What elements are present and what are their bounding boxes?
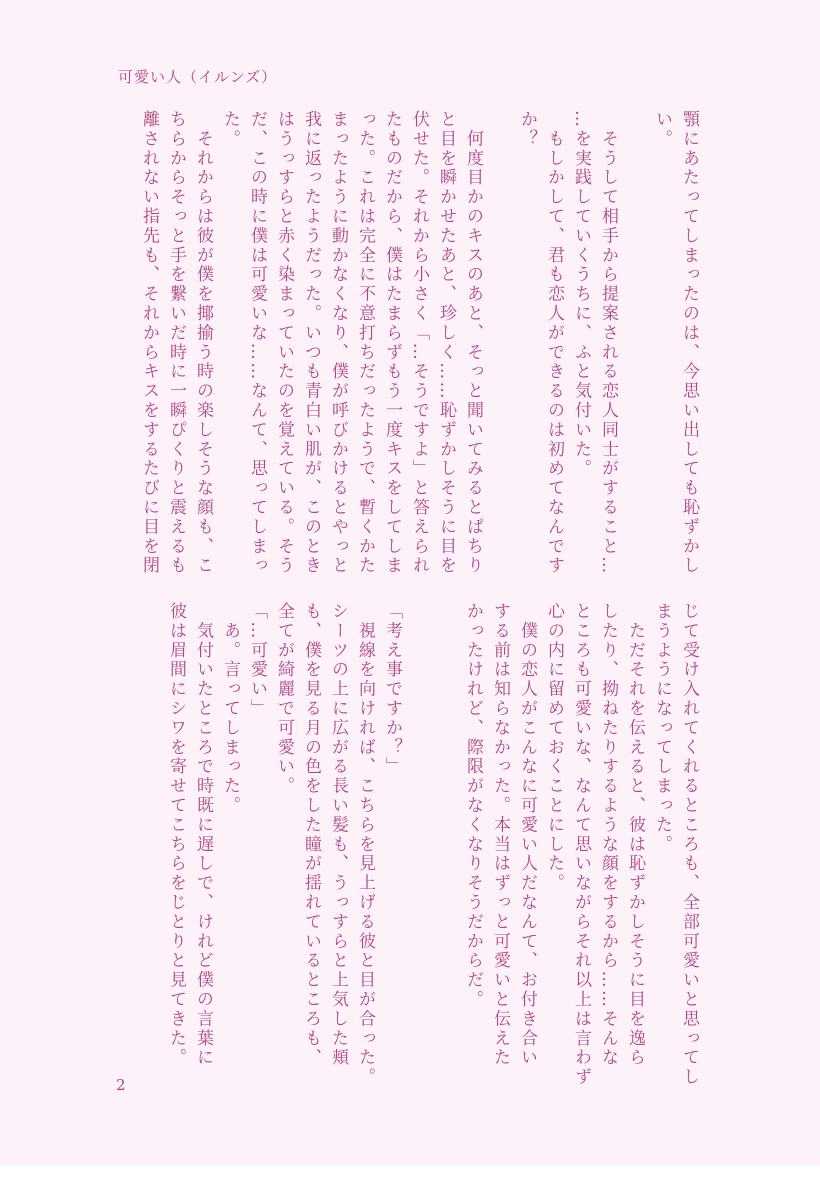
text-line: それからは彼が僕を揶揄う時の楽しそうな顔も、こ bbox=[193, 110, 213, 576]
text-line: したり、拗ねたりするような顔をするから……そんな bbox=[598, 602, 618, 1068]
text-line: かったけれど、際限がなくなりそうだからだ。 bbox=[463, 602, 483, 1010]
text-line: 我に返ったようだった。いつも青白い肌が、このとき bbox=[301, 110, 321, 576]
text-line: った。これは完全に不意打ちだったようで、暫くかた bbox=[355, 110, 375, 576]
text-line: 「…可愛い」 bbox=[247, 602, 267, 719]
text-line: まうようになってしまった。 bbox=[652, 602, 672, 855]
text-line: か？ bbox=[517, 110, 537, 149]
text-line: まったように動かなくなり、僕が呼びかけるとやっと bbox=[328, 110, 348, 576]
text-line bbox=[432, 602, 459, 1072]
text-line: する前は知らなかった。本当はずっと可愛いと伝えた bbox=[490, 602, 510, 1068]
text-line: 何度目かのキスのあと、そっと聞いてみるとぱちり bbox=[463, 110, 483, 576]
text-line: 視線を向ければ、こちらを見上げる彼と目が合った。 bbox=[355, 602, 375, 1087]
text-line: だ、この時に僕は可愛いな……なんて、思ってしまっ bbox=[247, 110, 267, 576]
text-line: じて受け入れてくれるところも、全部可愛いと思ってし bbox=[679, 602, 699, 1087]
text-line: あ。言ってしまった。 bbox=[220, 602, 240, 816]
text-line: た。 bbox=[220, 110, 240, 149]
text-line: 伏せた。それから小さく「…そうですよ」と答えられ bbox=[409, 110, 429, 576]
text-line: もしかして、君も恋人ができるのは初めてなんです bbox=[544, 110, 564, 576]
text-line: はうっすらと赤く染まっていたのを覚えている。そう bbox=[274, 110, 294, 576]
text-line: 顎にあたってしまったのは、今思い出しても恥ずかし bbox=[679, 110, 699, 576]
text-line: も、僕を見る月の色をした瞳が揺れているところも、 bbox=[301, 602, 321, 1068]
text-line: と目を瞬かせたあと、珍しく……恥ずかしそうに目を bbox=[436, 110, 456, 576]
page-header-title: 可愛い人（イルンズ） bbox=[118, 68, 278, 86]
text-line: 「考え事ですか？」 bbox=[382, 602, 402, 777]
text-line: ちらからそっと手を繋いだ時に一瞬ぴくりと震えるも bbox=[166, 110, 186, 576]
page-number: 2 bbox=[116, 1076, 126, 1094]
text-line: 離されない指先も、それからキスをするたびに目を閉 bbox=[139, 110, 159, 576]
text-line: ところも可愛いな、なんて思いながらそれ以上は言わず bbox=[571, 602, 591, 1087]
text-line: ただそれを伝えると、彼は恥ずかしそうに目を逸ら bbox=[625, 602, 645, 1068]
text-line: シーツの上に広がる長い髪も、うっすらと上気した頬 bbox=[328, 602, 348, 1068]
text-line: 全てが綺麗で可愛い。 bbox=[274, 602, 294, 796]
text-line: たものだから、僕はたまらずもう一度キスをしてしま bbox=[382, 110, 402, 576]
text-line: 彼は眉間にシワを寄せてこちらをじとりと見てきた。 bbox=[166, 602, 186, 1068]
text-line: そうして相手から提案される恋人同士がすること… bbox=[598, 110, 618, 576]
text-line: 気付いたところで時既に遅しで、けれど僕の言葉に bbox=[193, 602, 213, 1068]
text-line bbox=[486, 110, 513, 580]
text-line bbox=[405, 602, 432, 1072]
text-line: …を実践していくうちに、ふと気付いた。 bbox=[571, 110, 591, 479]
text-line: 僕の恋人がこんなに可愛い人だなんて、お付き合い bbox=[517, 602, 537, 1068]
text-line: い。 bbox=[652, 110, 672, 149]
text-line bbox=[621, 110, 648, 580]
text-line: 心の内に留めておくことにした。 bbox=[544, 602, 564, 893]
upper-text-block bbox=[135, 110, 702, 580]
lower-text-block bbox=[162, 602, 702, 1087]
